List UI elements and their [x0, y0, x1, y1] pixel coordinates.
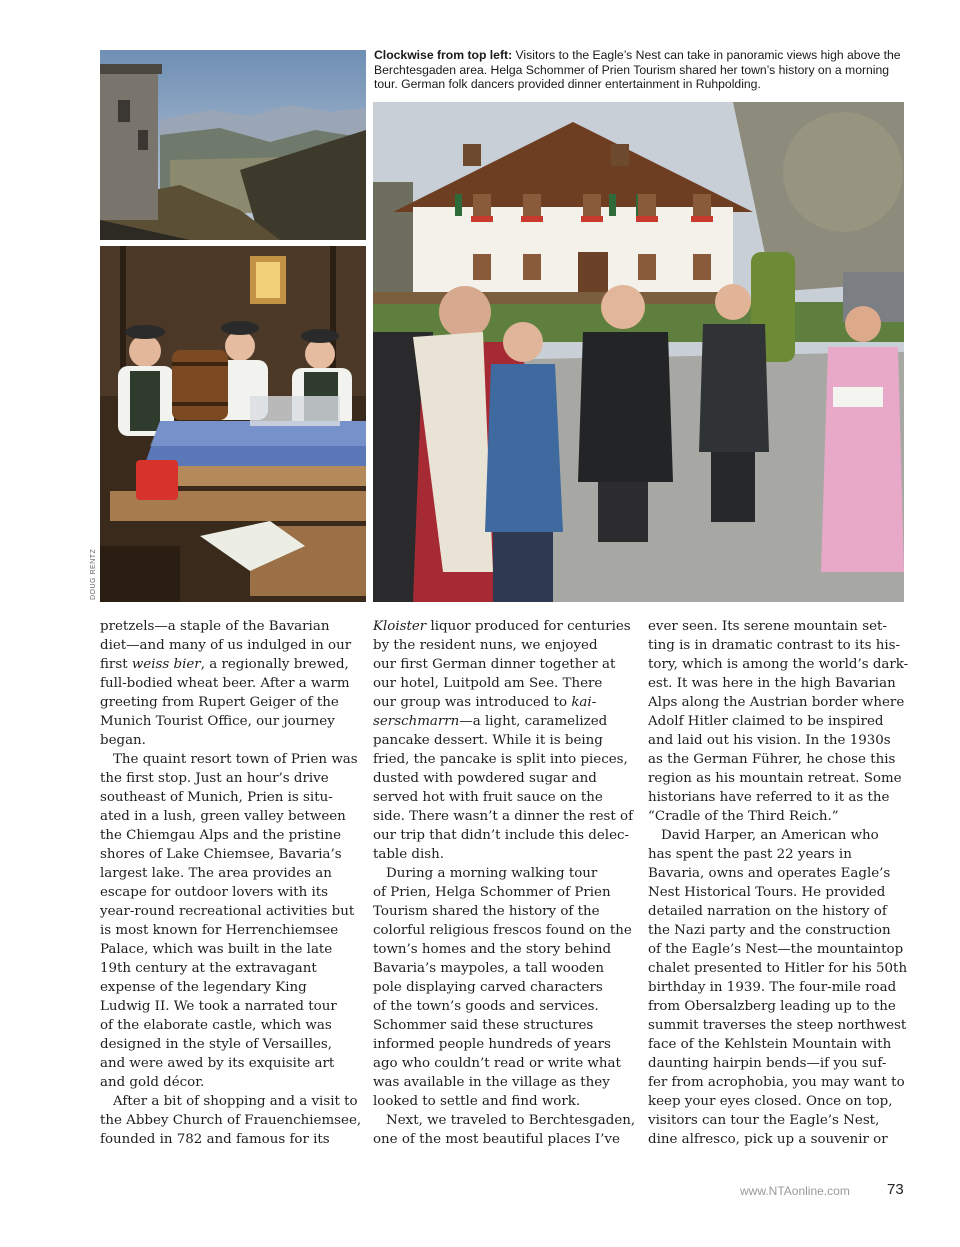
text-line: town’s homes and the story behind	[373, 942, 612, 957]
text-line: ago who couldn’t read or write what	[373, 1056, 621, 1071]
article-column-3	[648, 617, 910, 1149]
text-line: the first stop. Just an hour’s drive	[100, 771, 329, 786]
text-line: diet—and many of us indulged in our	[100, 638, 352, 653]
text-line: pancake dessert. While it is being	[373, 733, 603, 748]
text-line: colorful religious frescos found on the	[373, 923, 632, 938]
text-line: chalet presented to Hitler for his 50th	[648, 961, 908, 976]
text-line: from Obersalzberg leading up to the	[648, 999, 896, 1014]
text-line: our first German dinner together at	[373, 657, 616, 672]
text-line: served hot with fruit sauce on the	[373, 790, 603, 805]
text-line: “Cradle of the Third Reich.”	[648, 809, 839, 824]
photo-credit: DOUG RENTZ	[90, 548, 97, 600]
text-line: is most known for Herrenchiemsee	[100, 923, 339, 938]
text-line: Nest Historical Tours. He provided	[648, 885, 886, 900]
text-line: detailed narration on the history of	[648, 904, 887, 919]
paragraph	[648, 617, 910, 826]
text-line: serschmarrn—a light, caramelized	[373, 714, 608, 729]
article-column-1	[100, 617, 362, 1149]
text-line: year-round recreational activities but	[100, 904, 355, 919]
paragraph	[100, 750, 362, 1092]
text-line: shores of Lake Chiemsee, Bavaria’s	[100, 847, 342, 862]
text-line: and were awed by its exquisite art	[100, 1056, 335, 1071]
text-line: expense of the legendary King	[100, 980, 307, 995]
text-line: pretzels—a staple of the Bavarian	[100, 619, 330, 634]
text-line: historians have referred to it as the	[648, 790, 890, 805]
text-line: by the resident nuns, we enjoyed	[373, 638, 598, 653]
text-line: our group was introduced to kai-	[373, 695, 597, 710]
text-line: After a bit of shopping and a visit to	[113, 1094, 358, 1109]
text-line: Kloister liquor produced for centuries	[373, 619, 631, 634]
text-line: looked to settle and find work.	[373, 1094, 581, 1109]
text-line: Tourism shared the history of the	[373, 904, 600, 919]
text-line: founded in 782 and famous for its	[100, 1132, 330, 1147]
text-line: of Prien, Helga Schommer of Prien	[373, 885, 611, 900]
text-line: keep your eyes closed. Once on top,	[648, 1094, 893, 1109]
text-line: The quaint resort town of Prien was	[113, 752, 358, 767]
text-line: first weiss bier, a regionally brewed,	[100, 657, 349, 672]
text-line: was available in the village as they	[373, 1075, 610, 1090]
text-line: Next, we traveled to Berchtesgaden,	[386, 1113, 636, 1128]
text-line: During a morning walking tour	[386, 866, 598, 881]
paragraph	[373, 617, 635, 864]
text-line: ever seen. Its serene mountain set-	[648, 619, 887, 634]
text-line: began.	[100, 733, 146, 748]
text-line: side. There wasn’t a dinner the rest of	[373, 809, 634, 824]
page-number: 73	[887, 1181, 904, 1198]
text-line: dusted with powdered sugar and	[373, 771, 597, 786]
text-line: southeast of Munich, Prien is situ-	[100, 790, 333, 805]
article-column-2	[373, 617, 635, 1149]
text-line: of the Eagle’s Nest—the mountaintop	[648, 942, 904, 957]
text-line: Palace, which was built in the late	[100, 942, 333, 957]
text-line: and laid out his vision. In the 1930s	[648, 733, 891, 748]
photo-folk-dancers	[100, 246, 366, 602]
text-line: table dish.	[373, 847, 445, 862]
photo-prien-walking-tour	[373, 102, 904, 602]
text-line: summit traverses the steep northwest	[648, 1018, 907, 1033]
paragraph	[100, 617, 362, 750]
text-line: region as his mountain retreat. Some	[648, 771, 902, 786]
text-line: visitors can tour the Eagle’s Nest,	[648, 1113, 880, 1128]
text-line: escape for outdoor lovers with its	[100, 885, 329, 900]
text-line: one of the most beautiful places I’ve	[373, 1132, 620, 1147]
text-line: Bavaria, owns and operates Eagle’s	[648, 866, 891, 881]
paragraph	[648, 826, 910, 1149]
text-line: of the elaborate castle, which was	[100, 1018, 332, 1033]
caption-text: Visitors to the Eagle’s Nest can take in panoramic views high above the Berchtesgaden area. Helga Schommer of Prien Tourism shared her town’s history on a morning tour. German folk dancers provided dinner entertainment in Ruhpolding.	[374, 48, 901, 92]
text-line: ated in a lush, green valley between	[100, 809, 346, 824]
text-line: the Abbey Church of Frauenchiemsee,	[100, 1113, 362, 1128]
text-line: Alps along the Austrian border where	[648, 695, 905, 710]
text-line: as the German Führer, he chose this	[648, 752, 896, 767]
photo-caption	[374, 48, 904, 92]
caption-lead: Clockwise from top left:	[374, 48, 513, 62]
text-line: tory, which is among the world’s dark-	[648, 657, 909, 672]
paragraph	[373, 1111, 635, 1149]
text-line: 19th century at the extravagant	[100, 961, 317, 976]
text-line: Ludwig II. We took a narrated tour	[100, 999, 337, 1014]
text-line: Munich Tourist Office, our journey	[100, 714, 335, 729]
text-line: Schommer said these structures	[373, 1018, 594, 1033]
paragraph	[373, 864, 635, 1111]
text-line: full-bodied wheat beer. After a warm	[100, 676, 350, 691]
photo-eagles-nest-view	[100, 50, 366, 240]
text-line: greeting from Rupert Geiger of the	[100, 695, 339, 710]
text-line: our trip that didn’t include this delec-	[373, 828, 630, 843]
text-line: dine alfresco, pick up a souvenir or	[648, 1132, 888, 1147]
text-line: David Harper, an American who	[661, 828, 879, 843]
paragraph	[100, 1092, 362, 1149]
text-line: our hotel, Luitpold am See. There	[373, 676, 603, 691]
text-line: face of the Kehlstein Mountain with	[648, 1037, 892, 1052]
text-line: the Chiemgau Alps and the pristine	[100, 828, 342, 843]
text-line: pole displaying carved characters	[373, 980, 603, 995]
text-line: has spent the past 22 years in	[648, 847, 852, 862]
text-line: est. It was here in the high Bavarian	[648, 676, 896, 691]
text-line: fer from acrophobia, you may want to	[648, 1075, 905, 1090]
text-line: daunting hairpin bends—if you suf-	[648, 1056, 887, 1071]
text-line: the Nazi party and the construction	[648, 923, 891, 938]
text-line: ting is in dramatic contrast to its his-	[648, 638, 901, 653]
text-line: Adolf Hitler claimed to be inspired	[648, 714, 884, 729]
text-line: of the town’s goods and services.	[373, 999, 599, 1014]
text-line: largest lake. The area provides an	[100, 866, 332, 881]
text-line: Bavaria’s maypoles, a tall wooden	[373, 961, 605, 976]
text-line: fried, the pancake is split into pieces,	[373, 752, 628, 767]
text-line: birthday in 1939. The four-mile road	[648, 980, 897, 995]
text-line: informed people hundreds of years	[373, 1037, 611, 1052]
text-line: designed in the style of Versailles,	[100, 1037, 333, 1052]
text-line: and gold décor.	[100, 1075, 205, 1090]
footer-url: www.NTAonline.com	[740, 1184, 850, 1198]
